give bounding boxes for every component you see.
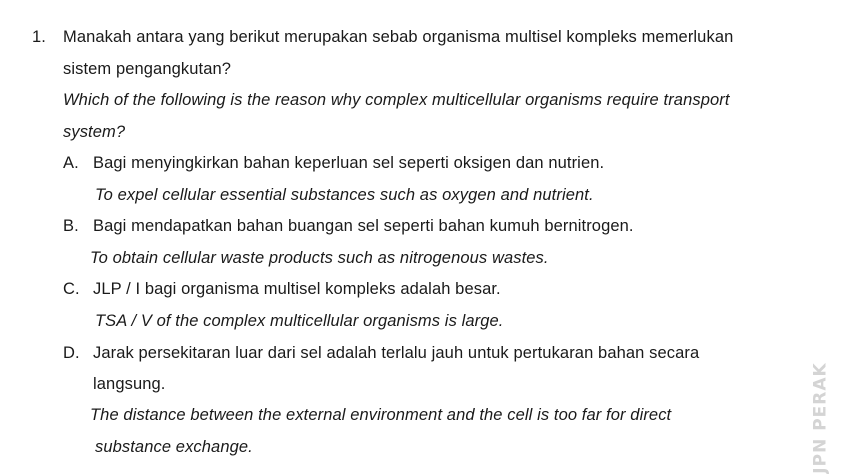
option-text-english: To obtain cellular waste products such as nitrogenous wastes. [90,249,549,267]
option-text-english: To expel cellular essential substances such as oxygen and nutrient. [95,186,594,204]
option-text-english-line-2: substance exchange. [95,438,253,456]
watermark-text: JPN PERAK [811,362,831,474]
watermark [806,362,836,474]
option-text-malay: JLP / I bagi organisma multisel kompleks adalah besar. [93,280,501,298]
question-stem-malay-line-2: sistem pengangkutan? [63,60,232,78]
option-letter: C. [63,280,80,298]
option-text-malay: Bagi menyingkirkan bahan keperluan sel seperti oksigen dan nutrien. [93,154,605,172]
option-text-malay-line-2: langsung. [93,375,166,393]
option-text-english-line-1: The distance between the external environment and the cell is too far for direct [90,406,672,424]
question-number: 1. [32,28,46,46]
question-stem-english-line-2: system? [63,123,126,141]
question-stem-malay-line-1: Manakah antara yang berikut merupakan sebab organisma multisel kompleks memerlukan [63,28,734,46]
option-text-english: TSA / V of the complex multicellular organisms is large. [95,312,504,330]
option-letter: D. [63,344,80,362]
option-text-malay-line-1: Jarak persekitaran luar dari sel adalah terlalu jauh untuk pertukaran bahan secara [93,344,700,362]
question-stem-english-line-1: Which of the following is the reason why complex multicellular organisms require transport [63,91,730,109]
option-letter: A. [63,154,79,172]
option-letter: B. [63,217,79,235]
option-text-malay: Bagi mendapatkan bahan buangan sel seperti bahan kumuh bernitrogen. [93,217,634,235]
